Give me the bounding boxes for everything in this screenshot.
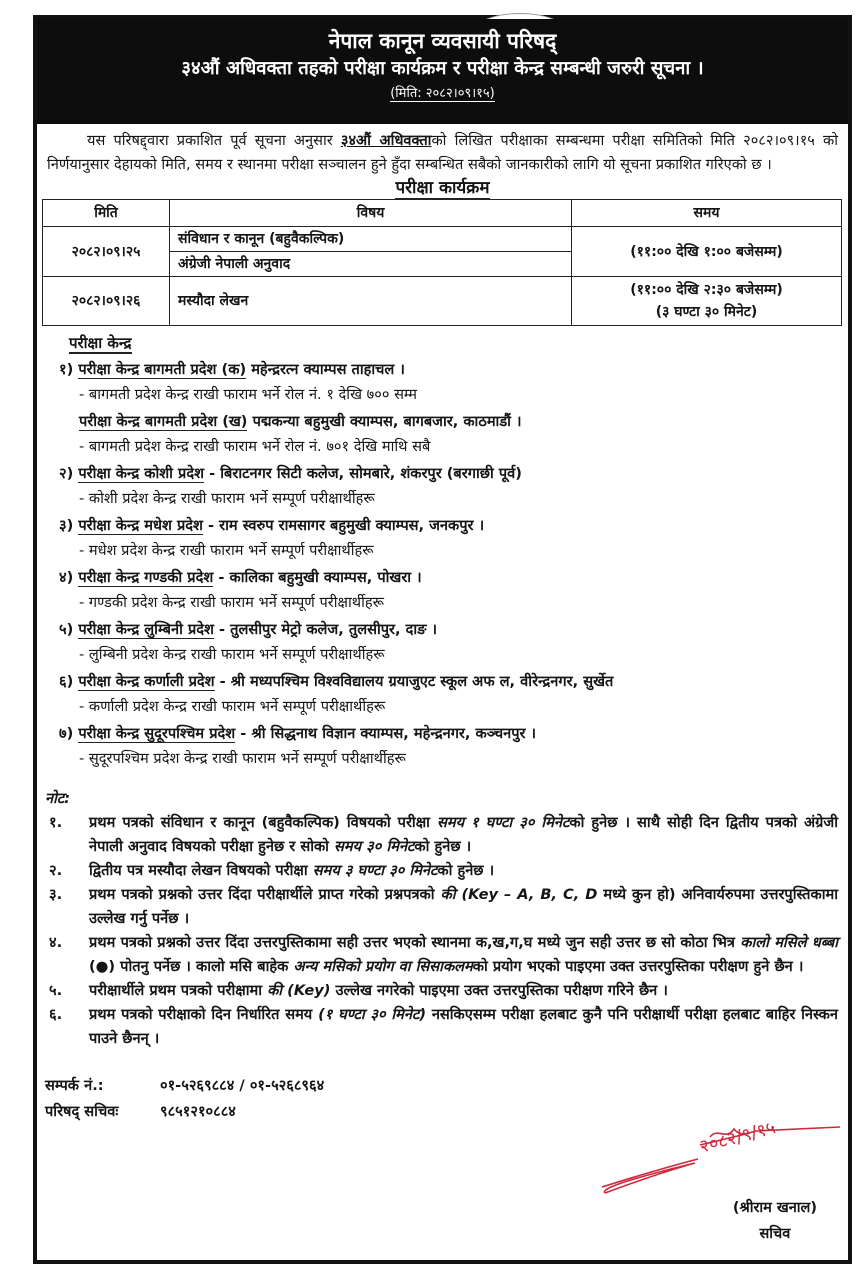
note-fragment: नसकिएसम्म परीक्षा हलबाट कुनै पनि परीक्षार्थी परीक्षा हलबाट बाहिर निस्कन पाउने छैनन् । xyxy=(89,1006,838,1047)
centre-line xyxy=(59,461,848,486)
note-item xyxy=(45,979,838,1003)
note-fragment: मध्ये कुन हो) अनिवार्यरुपमा उत्तरपुस्तिकामा उल्लेख गर्नु पर्नेछ । xyxy=(89,886,838,927)
header-date: मिति xyxy=(43,200,170,227)
centre-item xyxy=(59,461,848,511)
note-emphasis: कालो मसिले धब्बा xyxy=(740,934,838,951)
note-item xyxy=(45,1003,838,1051)
centre-item xyxy=(59,565,848,615)
note-fragment: प्रथम पत्रको संविधान र कानून (बहुवैकल्पिक) विषयको परीक्षा xyxy=(89,814,437,831)
notice-subtitle: ३४औं अधिवक्ता तहको परीक्षा कार्यक्रम र परीक्षा केन्द्र सम्बन्धी जरुरी सूचना । xyxy=(181,58,704,79)
phone-label: सम्पर्क नं.: xyxy=(45,1077,104,1094)
centres-title-text: परीक्षा केन्द्र xyxy=(69,334,132,352)
handwritten-date: २०८२/९/१५ xyxy=(697,1117,778,1158)
note-number: ६. xyxy=(49,1006,63,1023)
row-subject: संविधान र कानून (बहुवैकल्पिक) xyxy=(170,227,572,252)
centre-item xyxy=(59,513,848,563)
centre-number: ४) xyxy=(59,569,74,586)
notice-header xyxy=(37,19,848,124)
note-fragment: को हुनेछ । xyxy=(437,862,495,879)
note-text xyxy=(89,1003,838,1051)
note-number: ४. xyxy=(49,934,63,951)
row-subject: मस्यौदा लेखन xyxy=(170,277,572,326)
contact-block xyxy=(45,1073,515,1125)
centre-line xyxy=(59,669,848,694)
centre-label: परीक्षा केन्द्र कोशी प्रदेश xyxy=(78,465,205,482)
note-number: १. xyxy=(49,814,63,831)
centre-item xyxy=(59,409,848,459)
signatory-designation: सचिव xyxy=(759,1226,791,1242)
header-time: समय xyxy=(572,200,842,227)
notice-body xyxy=(37,129,848,1125)
centre-eligibility: - सुदूरपश्चिम प्रदेश केन्द्र राखी फाराम भर्ने सम्पूर्ण परीक्षार्थीहरू xyxy=(79,750,406,767)
row-time-line: (११:०० देखि २:३० बजेसम्म) xyxy=(630,282,783,298)
note-fragment: (●) पोतनु पर्नेछ । कालो मसि बाहेक xyxy=(89,958,294,975)
schedule-title xyxy=(37,177,848,199)
note-fragment: प्रथम पत्रको प्रश्नको उत्तर दिंदा उत्तरपुस्तिकामा सही उत्तर भएको स्थानमा क,ख,ग,घ मध्ये जुन सही उत्तर छ सो कोठा भित्र xyxy=(89,934,741,951)
secretary-label: परिषद् सचिवः xyxy=(45,1103,119,1120)
note-text xyxy=(89,811,838,859)
table-row xyxy=(43,227,842,252)
secretary-value: ९८५१२१०८८४ xyxy=(160,1103,236,1120)
note-fragment: परीक्षार्थीले प्रथम पत्रको परीक्षामा xyxy=(89,982,268,999)
centre-label: परीक्षा केन्द्र मधेश प्रदेश xyxy=(78,517,203,534)
signatory-name: (श्रीराम खनाल) xyxy=(732,1200,817,1216)
note-emphasis: की (Key) xyxy=(267,982,331,999)
note-fragment: उल्लेख नगरेको पाइएमा उक्त उत्तरपुस्तिका परीक्षण गरिने छैन । xyxy=(330,982,668,999)
intro-paragraph xyxy=(47,129,838,177)
exam-centres xyxy=(59,331,848,771)
note-emphasis: (१ घण्टा ३० मिनेट) xyxy=(318,1006,427,1023)
centre-eligibility: - कर्णाली प्रदेश केन्द्र राखी फाराम भर्ने सम्पूर्ण परीक्षार्थीहरू xyxy=(79,698,386,715)
note-number: ३. xyxy=(49,886,63,903)
notes-title: नोट: xyxy=(45,790,71,807)
notice-date-text: (मिति: २०८२।०९।१५) xyxy=(390,86,495,101)
centre-eligibility: - कोशी प्रदेश केन्द्र राखी फाराम भर्ने सम्पूर्ण परीक्षार्थीहरू xyxy=(79,490,375,507)
centre-item xyxy=(59,721,848,771)
centre-line xyxy=(59,721,848,746)
table-row xyxy=(43,277,842,326)
note-item xyxy=(45,931,838,979)
note-item xyxy=(45,811,838,859)
note-emphasis: अन्य मसिको प्रयोग वा सिसाकलम xyxy=(293,958,473,975)
centre-venue: - बिराटनगर सिटी कलेज, सोमबारे, शंकरपुर (बरगाछी पूर्व) xyxy=(204,465,522,482)
centre-label: परीक्षा केन्द्र सुदूरपश्चिम प्रदेश xyxy=(78,725,236,742)
centre-item xyxy=(59,357,848,407)
note-fragment: को हुनेछ । xyxy=(414,838,472,855)
notice-frame xyxy=(33,15,852,1264)
note-fragment: द्वितीय पत्र मस्यौदा लेखन विषयको परीक्षा xyxy=(89,862,313,879)
centre-line xyxy=(59,513,848,538)
note-fragment: प्रथम पत्रको परीक्षाको दिन निर्धारित समय xyxy=(89,1006,319,1023)
centre-label: परीक्षा केन्द्र कर्णाली प्रदेश xyxy=(78,673,215,690)
note-text xyxy=(89,883,838,931)
centre-number: २) xyxy=(59,465,74,482)
centre-item xyxy=(59,669,848,719)
council-title: नेपाल कानून व्यवसायी परिषद् xyxy=(328,29,557,53)
centre-eligibility: - बागमती प्रदेश केन्द्र राखी फाराम भर्ने रोल नं. १ देखि ७०० सम्म xyxy=(79,386,418,403)
schedule-table xyxy=(42,199,842,326)
contact-secretary xyxy=(45,1099,515,1125)
centre-label: परीक्षा केन्द्र गण्डकी प्रदेश xyxy=(78,569,214,586)
centre-venue: - राम स्वरुप रामसागर बहुमुखी क्याम्पस, जनकपुर । xyxy=(202,517,485,534)
centre-line xyxy=(59,357,848,382)
centre-venue: - तुलसीपुर मेट्रो कलेज, तुलसीपुर, दाङ । xyxy=(213,621,438,638)
centre-eligibility: - बागमती प्रदेश केन्द्र राखी फाराम भर्ने रोल नं. ७०१ देखि माथि सबै xyxy=(79,438,431,455)
centre-label: परीक्षा केन्द्र लुम्बिनी प्रदेश xyxy=(78,621,214,638)
note-item xyxy=(45,883,838,931)
note-text xyxy=(89,859,838,883)
centres-title xyxy=(69,331,848,355)
note-number: २. xyxy=(49,862,63,879)
centre-number: १) xyxy=(59,361,74,378)
row-date: २०८२।०९।२५ xyxy=(43,227,170,277)
centre-eligibility: - लुम्बिनी प्रदेश केन्द्र राखी फाराम भर्ने सम्पूर्ण परीक्षार्थीहरू xyxy=(79,646,385,663)
header-subject: विषय xyxy=(170,200,572,227)
note-item xyxy=(45,859,838,883)
centre-number: ३) xyxy=(59,517,74,534)
intro-text-after: को लिखित परीक्षाका सम्बन्धमा परीक्षा समितिको मिति २०८२।०९।१५ को निर्णयानुसार देहायको मिति, समय र स्थानमा परीक्षा सञ्चालन हुने हुँदा सम्बन्धित सबैको जानकारीको लागि यो सूचना प्रकाशित गरिएको छ । xyxy=(47,132,839,173)
centre-item xyxy=(59,617,848,667)
row-time: (११:०० देखि १:०० बजेसम्म) xyxy=(572,227,842,277)
contact-phone xyxy=(45,1073,515,1099)
note-emphasis: समय ३ घण्टा ३० मिनेट xyxy=(312,862,438,879)
centre-line xyxy=(59,617,848,642)
centre-line xyxy=(79,409,848,434)
note-number: ५. xyxy=(49,982,63,999)
intro-highlight: ३४औं अधिवक्ता xyxy=(340,132,432,149)
centre-label: परीक्षा केन्द्र बागमती प्रदेश (ख) xyxy=(79,413,248,430)
schedule-title-text: परीक्षा कार्यक्रम xyxy=(395,178,490,198)
note-fragment: प्रथम पत्रको प्रश्नको उत्तर दिंदा परीक्षार्थीले प्राप्त गरेको प्रश्नपत्रको xyxy=(89,886,441,903)
centre-label: परीक्षा केन्द्र बागमती प्रदेश (क) xyxy=(78,361,247,378)
row-time xyxy=(572,277,842,326)
row-subject: अंग्रेजी नेपाली अनुवाद xyxy=(170,252,572,277)
schedule-header-row xyxy=(43,200,842,227)
signatory-block xyxy=(733,1195,817,1247)
note-emphasis: की (Key – A, B, C, D xyxy=(440,886,598,903)
note-text xyxy=(89,931,838,979)
centre-venue: - श्री सिद्धनाथ विज्ञान क्याम्पस, महेन्द्रनगर, कञ्चनपुर । xyxy=(235,725,537,742)
note-emphasis: समय १ घण्टा ३० मिनेट xyxy=(436,814,570,831)
row-date: २०८२।०९।२६ xyxy=(43,277,170,326)
notice-date xyxy=(37,83,848,105)
centre-venue: पद्मकन्या बहुमुखी क्याम्पस, बागबजार, काठमाडौं । xyxy=(247,413,522,430)
centre-venue: - श्री मध्यपश्चिम विश्वविद्यालय ग्रयाजुएट स्कूल अफ ल, वीरेन्द्रनगर, सुर्खेत xyxy=(214,673,614,690)
note-list xyxy=(45,811,838,1051)
note-emphasis: समय ३० मिनेट xyxy=(334,838,415,855)
note-fragment: को प्रयोग भएको पाइएमा उक्त उत्तरपुस्तिका परीक्षण हुने छैन । xyxy=(472,958,804,975)
centre-number: ७) xyxy=(59,725,74,742)
intro-text-before: यस परिषद्द्वारा प्रकाशित पूर्व सूचना अनुसार xyxy=(87,132,341,149)
centre-number: ६) xyxy=(59,673,74,690)
note-fragment: को हुनेछ । साथै सोही दिन द्वितीय पत्रको अंग्रेजी नेपाली अनुवाद विषयको परीक्षा हुनेछ र सोको xyxy=(89,814,838,855)
centre-list xyxy=(59,357,848,771)
centre-line xyxy=(59,565,848,590)
centre-venue: - कालिका बहुमुखी क्याम्पस, पोखरा । xyxy=(213,569,422,586)
centre-eligibility: - गण्डकी प्रदेश केन्द्र राखी फाराम भर्ने सम्पूर्ण परीक्षार्थीहरू xyxy=(79,594,384,611)
notes-section xyxy=(45,787,838,1125)
centre-venue: महेन्द्ररत्न क्याम्पस ताहाचल । xyxy=(246,361,405,378)
note-text xyxy=(89,979,838,1003)
phone-value: ०१-५२६९८८४ / ०१-५२६८९६४ xyxy=(160,1077,325,1094)
row-time-duration: (३ घण्टा ३० मिनेट) xyxy=(655,304,758,320)
centre-number: ५) xyxy=(59,621,74,638)
centre-eligibility: - मधेश प्रदेश केन्द्र राखी फाराम भर्ने सम्पूर्ण परीक्षार्थीहरू xyxy=(79,542,374,559)
